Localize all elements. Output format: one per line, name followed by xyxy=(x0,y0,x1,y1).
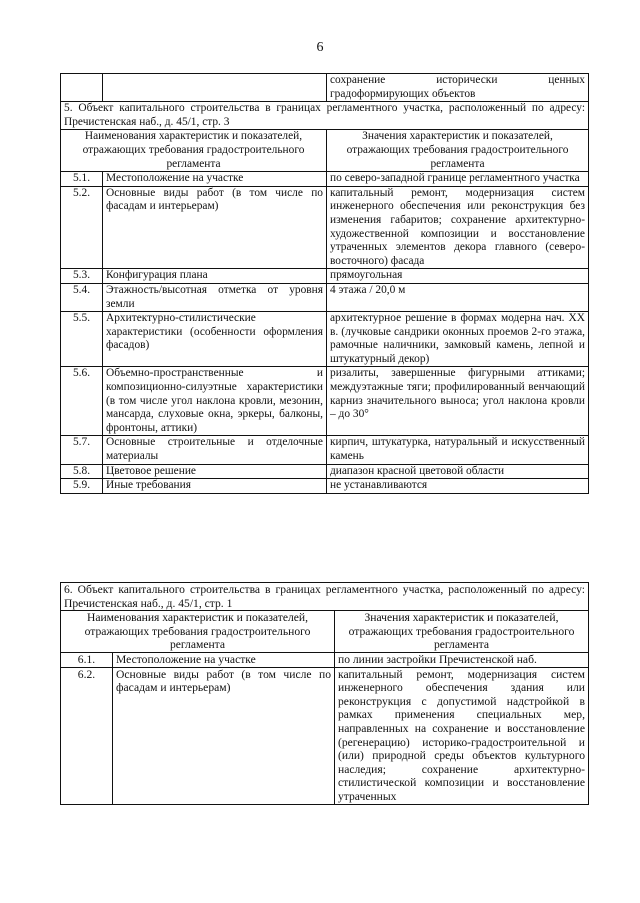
table-row: 5.5. Архитектурно-стилистические характеристики (особенности оформления фасадов) архитектурное решение в формах модерна нач. XX в. (лучковые сандрики оконных проемов 2-го этажа, рамочные наличники, замковый камень, лепной и штукатурный декор) xyxy=(61,312,589,367)
section-title-row xyxy=(61,102,589,130)
table-row: 6.2. Основные виды работ (в том числе по фасадам и интерьерам) капитальный ремонт, модернизация систем инженерного обеспечения здания или реконструкция с допустимой надстройкой в рамках применения специальных мер, направленных на сохранение и восстановление (регенерацию) историко-градостроительной и (или) природной среды объектов культурного наследия; сохранение архитектурно-стилистической композиции и восстановление утраченных xyxy=(61,667,589,804)
table-row: 5.7. Основные строительные и отделочные материалы кирпич, штукатурка, натуральный и искусственный камень xyxy=(61,436,589,464)
section6-title: 6. Объект капитального строительства в границах регламентного участка, расположенный по адресу: Пречистенская наб., д. 45/1, стр. 1 xyxy=(61,583,589,611)
table-row: 5.6. Объемно-пространственные и композиционно-силуэтные характеристики (в том числе угол наклона кровли, мезонин, мансарда, слуховые окна, эркеры, балконы, фронтоны, аттики) ризалиты, завершенные фигурными аттиками; междуэтажные тяги; профилированный венчающий карниз значительного выноса; угол наклона кровли – до 30° xyxy=(61,367,589,436)
table-row: 6.1. Местоположение на участке по линии застройки Пречистенской наб. xyxy=(61,652,589,667)
header-names: Наименования характеристик и показателей, отражающих требования градостроительного регламента xyxy=(61,611,335,653)
table-row: 5.9. Иные требования не устанавливаются xyxy=(61,479,589,494)
regulation-table-section5 xyxy=(60,73,589,494)
regulation-table-section6 xyxy=(60,582,589,805)
value-cell: сохранение исторически ценных градоформирующих объектов xyxy=(327,74,589,102)
table-row: 5.8. Цветовое решение диапазон красной цветовой области xyxy=(61,464,589,479)
table-row: 5.2. Основные виды работ (в том числе по фасадам и интерьерам) капитальный ремонт, модернизация систем инженерного обеспечения или реконструкция без изменения габаритов; сохранение архитектурно-художественной композиции и восстановление утраченных элементов декора главного (северо-восточного) фасада xyxy=(61,186,589,269)
table-row xyxy=(61,74,589,102)
section-title-row xyxy=(61,583,589,611)
section5-title: 5. Объект капитального строительства в границах регламентного участка, расположенный по адресу: Пречистенская наб., д. 45/1, стр. 3 xyxy=(61,102,589,130)
header-names: Наименования характеристик и показателей, отражающих требования градостроительного регламента xyxy=(61,130,327,172)
table-row: 5.4. Этажность/высотная отметка от уровня земли 4 этажа / 20,0 м xyxy=(61,283,589,311)
header-row xyxy=(61,130,589,172)
table-row: 5.3. Конфигурация плана прямоугольная xyxy=(61,269,589,284)
page-number: 6 xyxy=(316,40,324,55)
table-row: 5.1. Местоположение на участке по северо-западной границе регламентного участка xyxy=(61,172,589,187)
header-values: Значения характеристик и показателей, отражающих требования градостроительного регламента xyxy=(335,611,589,653)
header-row xyxy=(61,611,589,653)
header-values: Значения характеристик и показателей, отражающих требования градостроительного регламента xyxy=(327,130,589,172)
